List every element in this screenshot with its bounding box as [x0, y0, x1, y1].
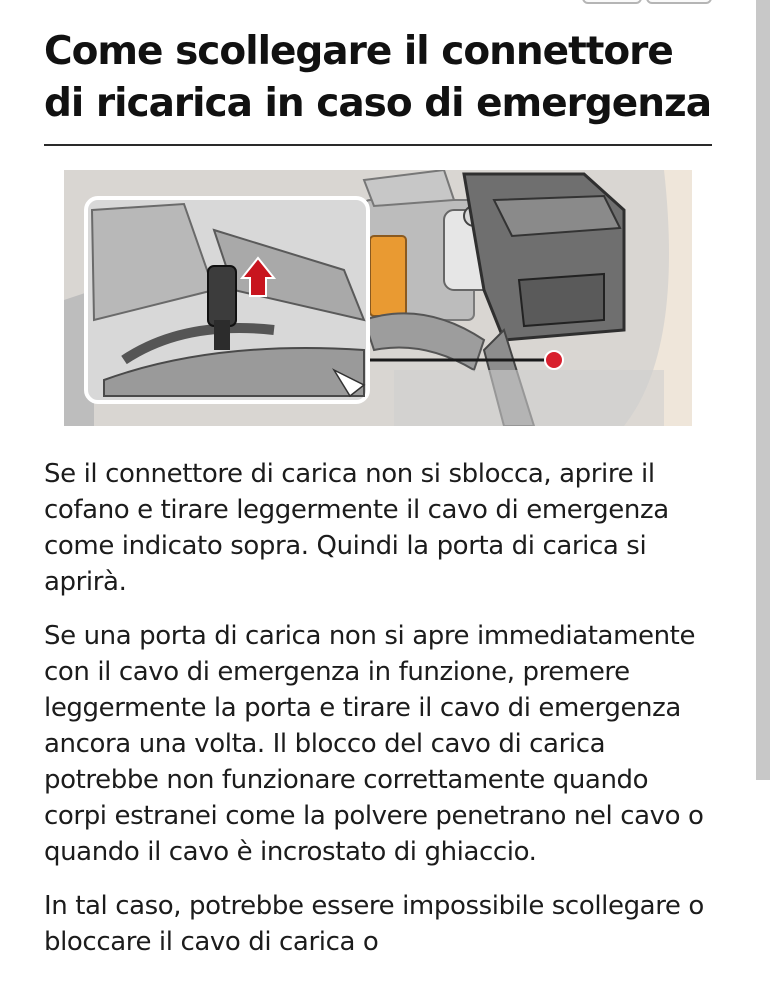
title-line-2: di ricarica in caso di emergenza: [44, 81, 712, 126]
engine-bay-drawing: [64, 170, 692, 426]
next-button[interactable]: [646, 0, 712, 4]
engine-bay-illustration: [64, 170, 692, 426]
title-line-1: Come scollegare il connettore: [44, 29, 673, 74]
paragraph-3: In tal caso, potrebbe essere impossibile scollegare o bloccare il cavo di carica o: [44, 891, 704, 957]
article-body: [44, 456, 712, 960]
page-title: [44, 26, 712, 146]
top-toolbar: [582, 0, 712, 4]
paragraph-2: Se una porta di carica non si apre immediatamente con il cavo di emergenza in funzione, premere leggermente la porta e tirare il cavo di emergenza ancora una volta. Il blocco del cavo di carica potrebbe non funzionare correttamente quando corpi estranei come la polvere penetrano nel cavo o quando il cavo è incrostato di ghiaccio.: [44, 621, 704, 867]
previous-button[interactable]: [582, 0, 642, 4]
scrollbar[interactable]: [756, 0, 770, 780]
article: [44, 26, 712, 978]
release-point-marker: [545, 351, 563, 369]
inset-detail: [86, 198, 368, 402]
coolant-tank: [370, 236, 406, 316]
paragraph-1: Se il connettore di carica non si sblocca, aprire il cofano e tirare leggermente il cavo di emergenza come indicato sopra. Quindi la porta di carica si aprirà.: [44, 459, 669, 597]
